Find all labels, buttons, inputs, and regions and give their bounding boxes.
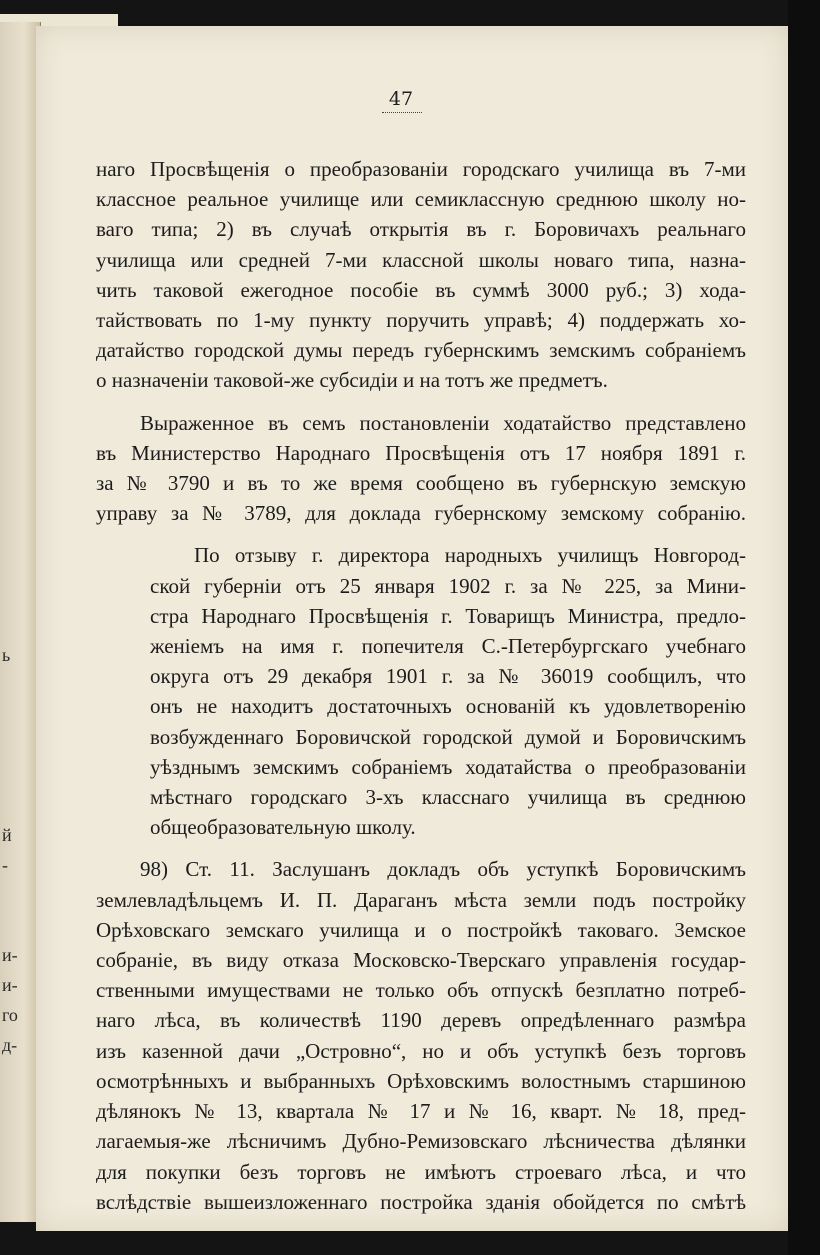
text-line: о назначеніи таковой-же субсидіи и на тотъ же предметъ. [96,368,608,393]
text-line: онъ не находитъ достаточныхъ основаній къ удовлетворенію [150,694,746,719]
text-line: Орѣховскаго земскаго училища и о постройкѣ таковаго. Земское [96,917,746,942]
page-number-ornament [382,112,422,117]
text-line: въ Министерство Народнаго Просвѣщенія отъ 17 ноября 1891 г. [96,440,746,465]
margin-fragment: и- [2,975,18,995]
text-line: классное реальное училище или семиклассную среднюю школу но- [96,187,746,212]
text-line: общеобразовательную школу. [150,815,416,840]
text-line: стра Народнаго Просвѣщенія г. Товарищъ Министра, предло- [150,603,746,628]
text-line: мѣстнаго городскаго 3-хъ класснаго училища въ среднюю [150,785,746,810]
text-line: землевладѣльцемъ И. П. Дараганъ мѣста земли подъ постройку [96,887,746,912]
margin-fragment: и- [2,945,18,965]
margin-fragment: д- [2,1035,18,1055]
page-body [96,154,746,1217]
paragraph-3 [96,540,746,842]
book-page [36,26,788,1231]
text-line: женіемъ на имя г. попечителя С.-Петербургскаго учебнаго [150,634,746,659]
margin-fragment: й [2,825,12,845]
text-line: Выраженное въ семъ постановленіи ходатайство представлено [140,410,746,435]
page-number: 47 [388,88,414,110]
text-line: осмотрѣнныхъ и выбранныхъ Орѣховскимъ волостнымъ старшиною [96,1068,746,1093]
text-line: лагаемыя-же лѣсничимъ Дубно-Ремизовскаго лѣсничества дѣлянки [96,1129,746,1154]
text-line: тайствовать по 1-му пункту поручить управѣ; 4) поддержать хо- [96,308,746,333]
paragraph-2 [96,408,746,529]
text-line: ской губерніи отъ 25 января 1902 г. за № 225, за Мини- [150,573,746,598]
margin-fragment: го [2,1005,18,1025]
paragraph-1 [96,154,746,396]
text-line: округа отъ 29 декабря 1901 г. за № 36019 сообщилъ, что [150,664,746,689]
text-line: дѣлянокъ № 13, квартала № 17 и № 16, кварт. № 18, пред- [96,1099,746,1124]
text-line: чить таковой ежегодное пособіе въ суммѣ 3000 руб.; 3) хода- [96,277,746,302]
text-line: управу за № 3789, для доклада губернскому земскому собранію. [96,501,746,526]
text-line: для покупки безъ торговъ не имѣютъ строеваго лѣса, и что [96,1159,746,1184]
text-line: собраніе, въ виду отказа Московско-Тверскаго управленія государ- [96,948,746,973]
text-line: наго лѣса, въ количествѣ 1190 деревъ опредѣленнаго размѣра [96,1008,746,1033]
text-line: 98) Ст. 11. Заслушанъ докладъ объ уступкѣ Боровичскимъ [140,857,746,882]
paragraph-4 [96,854,746,1216]
text-line: ваго типа; 2) въ случаѣ открытія въ г. Боровичахъ реальнаго [96,217,746,242]
text-line: наго Просвѣщенія о преобразованіи городскаго училища въ 7-ми [96,157,746,181]
text-line: ственными имуществами не только объ отпускѣ безплатно потреб- [96,978,746,1003]
text-line: По отзыву г. директора народныхъ училищъ Новгород- [194,543,746,568]
text-line: вслѣдствіе вышеизложеннаго постройка зданія обойдется по смѣтѣ [96,1189,746,1214]
previous-page-margin-text [2,640,32,1060]
text-line: за № 3790 и въ то же время сообщено въ губернскую земскую [96,471,746,496]
margin-fragment: ь [2,645,11,665]
text-line: училища или средней 7-ми классной школы новаго типа, назна- [96,247,746,272]
scan-background [788,0,820,1255]
text-line: возбужденнаго Боровичской городской думой и Боровичскимъ [150,724,746,749]
text-line: изъ казенной дачи „Островно“, но и объ уступкѣ безъ торговъ [96,1038,746,1063]
text-line: уѣзднымъ земскимъ собраніемъ ходатайства о преобразованіи [150,754,746,779]
text-line: датайство городской думы передъ губернскимъ земскимъ собраніемъ [96,338,746,363]
margin-fragment: - [2,855,8,875]
